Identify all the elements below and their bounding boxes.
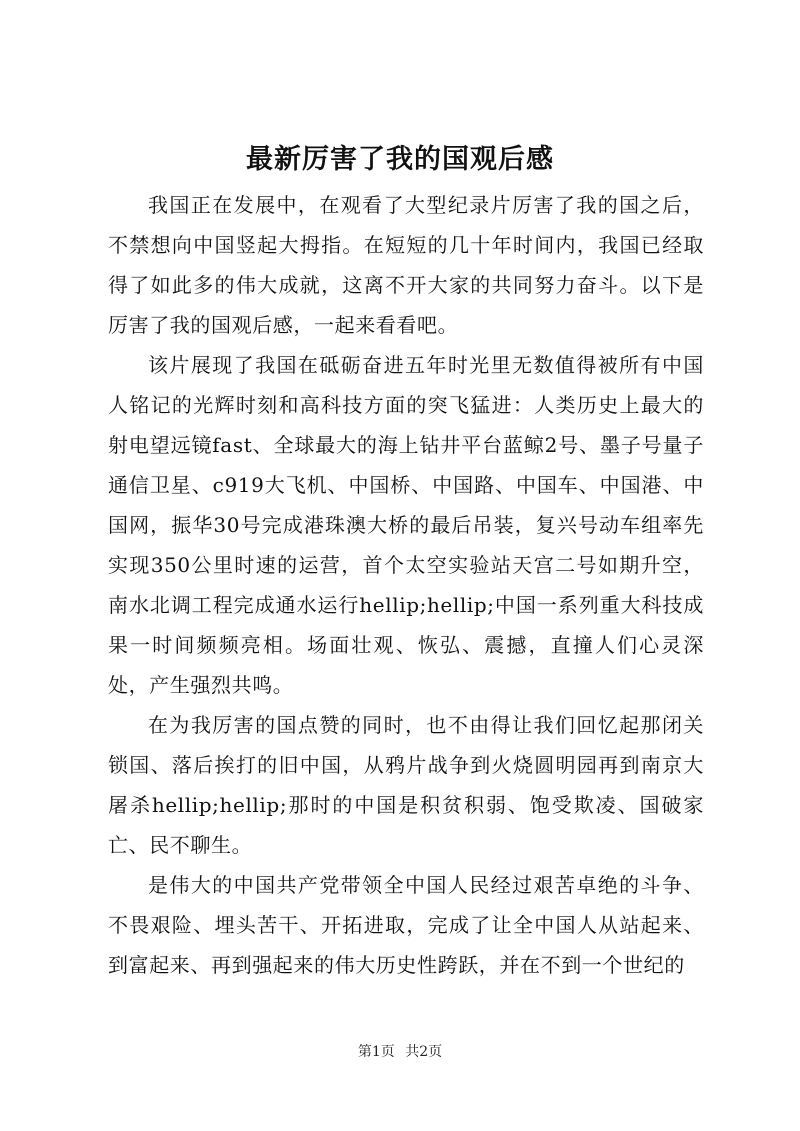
page-total: 共2页 (405, 1044, 443, 1060)
document-title: 最新厉害了我的国观后感 (246, 144, 554, 175)
paragraph-history: 在为我厉害的国点赞的同时，也不由得让我们回忆起那闭关锁国、落后挨打的旧中国，从鸦片战争到火烧圆明园再到南京大屠杀hellip;hellip;那时的中国是积贫积弱、饱受欺凌、国破家亡、民不聊生。 (108, 713, 704, 857)
document-body (108, 185, 704, 985)
paragraph-achievements: 该片展现了我国在砥砺奋进五年时光里无数值得被所有中国人铭记的光辉时刻和高科技方面的突飞猛进：人类历史上最大的射电望远镜fast、全球最大的海上钻井平台蓝鲸2号、墨子号量子通信卫星、c919大飞机、中国桥、中国路、中国车、中国港、中国网，振华30号完成港珠澳大桥的最后吊装，复兴号动车组率先实现350公里时速的运营，首个太空实验站天宫二号如期升空，南水北调工程完成通水运行hellip;hellip;中国一系列重大科技成果一时间频频亮相。场面壮观、恢弘、震撼，直撞人们心灵深处，产生强烈共鸣。 (108, 353, 704, 697)
page-footer (0, 1042, 800, 1062)
paragraph-intro: 我国正在发展中，在观看了大型纪录片厉害了我的国之后，不禁想向中国竖起大拇指。在短短的几十年时间内，我国已经取得了如此多的伟大成就，这离不开大家的共同努力奋斗。以下是厉害了我的国观后感，一起来看看吧。 (108, 193, 704, 337)
page-number: 第1页 (357, 1044, 395, 1060)
paragraph-party: 是伟大的中国共产党带领全中国人民经过艰苦卓绝的斗争、不畏艰险、埋头苦干、开拓进取，完成了让全中国人从站起来、到富起来、再到强起来的伟大历史性跨跃，并在不到一个世纪的 (108, 873, 704, 977)
